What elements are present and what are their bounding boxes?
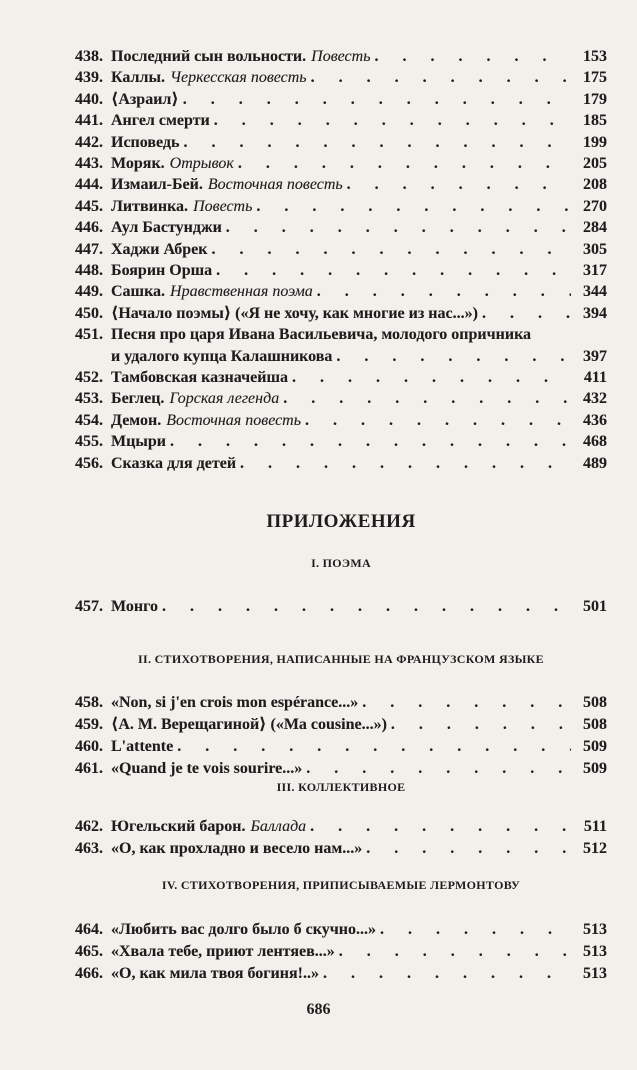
toc-entry [75,239,607,261]
entry-page: 512 [583,840,607,857]
toc-entry [75,303,607,325]
entry-title: Моряк. [111,155,165,172]
entry-title: Тамбовская казначейша [111,369,288,386]
entry-subtitle: Восточная повесть [166,411,302,429]
entry-title: «Любить вас долго было б скучно...» [111,921,376,938]
entry-page: 468 [583,433,607,451]
dot-leader [256,196,571,218]
entry-subtitle: Горская легенда [169,390,280,408]
entry-title: ⟨А. М. Верещагиной⟩ («Ma cousine...») [111,716,387,733]
toc-entry [75,410,607,432]
dot-leader [226,217,571,239]
page-number: 686 [306,1001,331,1018]
entry-page: 432 [583,390,607,408]
toc-entry-continuation [111,346,607,368]
dot-leader [310,816,571,838]
entry-number: 449. [75,283,103,301]
toc-entry [75,46,607,68]
entry-title-line2: и удалого купца Калашникова [111,347,333,365]
entry-title-line1: Песня про царя Ивана Васильевича, молодого опричника [111,326,532,344]
entry-page: 513 [583,965,607,982]
entry-page: 305 [583,240,607,258]
entry-page: 208 [583,176,607,194]
dot-leader [240,453,571,475]
entry-title: «Quand je te vois sourire...» [111,760,303,777]
entry-title: Аул Бастунджи [111,219,222,237]
entry-page: 411 [583,369,607,386]
entry-page: 179 [583,90,607,108]
entry-title: Сказка для детей [111,454,237,472]
entry-page: 509 [583,738,607,755]
entry-page: 199 [583,133,607,151]
toc-entry [75,816,607,838]
dot-leader [306,758,571,780]
entry-title: Демон. [111,411,162,429]
toc-entry [75,217,607,239]
entry-title: Монго [111,598,158,615]
entry-page: 394 [583,304,607,322]
entry-number: 460. [75,738,103,755]
dot-leader [183,89,571,111]
entry-number: 455. [75,433,103,451]
toc-entry [75,67,607,89]
toc-entry [75,596,607,618]
entry-number: 443. [75,155,103,172]
toc-entry [75,367,607,389]
entry-number: 456. [75,454,103,472]
entry-title: «Non, si j'en crois mon espérance...» [111,694,359,711]
appendix-heading: ПРИЛОЖЕНИЯ [266,511,416,532]
entry-number: 457. [75,598,103,615]
entry-number: 447. [75,240,103,258]
entry-title: Сашка. [111,283,166,301]
entry-title: ⟨Начало поэмы⟩ («Я не хочу, как многие из нас...») [111,304,478,322]
entry-number: 450. [75,304,103,322]
toc-entry [75,838,607,860]
dot-leader [317,281,571,303]
toc-entry [75,692,607,714]
toc-entry [75,260,607,282]
entry-title: Последний сын вольности. [111,48,307,65]
entry-subtitle: Повесть [193,197,253,215]
dot-leader [362,692,571,714]
entry-number: 459. [75,716,103,733]
entry-number: 453. [75,390,103,408]
entry-page: 185 [583,112,607,130]
entry-page: 270 [583,197,607,215]
dot-leader [162,596,571,618]
entry-page: 317 [583,262,607,279]
dot-leader [347,174,571,196]
dot-leader [482,303,571,325]
entry-page: 175 [583,69,607,87]
toc-entry [75,196,607,218]
entry-number: 445. [75,197,103,215]
toc-entry [75,431,607,453]
entry-page: 397 [583,347,607,365]
dot-leader [305,410,571,432]
dot-leader [238,153,571,175]
entry-page: 501 [583,598,607,615]
entry-title: Боярин Орша [111,262,213,279]
dot-leader [391,714,571,736]
dot-leader [170,431,571,453]
dot-leader [323,963,571,985]
entry-page: 436 [583,411,607,429]
toc-entry [75,714,607,736]
toc-entry [75,132,607,154]
entry-page: 284 [583,219,607,237]
entry-number: 466. [75,965,103,982]
section-heading: I. ПОЭМА [311,556,371,570]
entry-page: 513 [583,943,607,960]
dot-leader [380,919,571,941]
entry-page: 489 [583,454,607,472]
entry-subtitle: Отрывок [169,155,234,172]
entry-title: «О, как прохладно и весело нам...» [111,840,363,857]
entry-number: 438. [75,48,103,65]
entry-page: 344 [583,283,607,301]
entry-title: Югельский барон. [111,818,246,835]
entry-subtitle: Повесть [311,48,371,65]
entry-subtitle: Нравственная поэма [170,283,313,301]
entry-title: Хаджи Абрек [111,240,208,258]
toc-entry [75,758,607,780]
entry-title: Мцыри [111,433,166,451]
entry-title: Исповедь [111,133,180,151]
entry-title: Ангел смерти [111,112,210,130]
entry-page: 508 [583,716,607,733]
dot-leader [311,67,571,89]
toc-entry [75,388,607,410]
dot-leader [216,260,571,282]
entry-page: 511 [583,818,607,835]
entry-number: 464. [75,921,103,938]
dot-leader [283,388,571,410]
entry-title: Каллы. [111,69,165,87]
dot-leader [214,110,571,132]
entry-number: 463. [75,840,103,857]
section-heading: IV. СТИХОТВОРЕНИЯ, ПРИПИСЫВАЕМЫЕ ЛЕРМОНТОВУ [161,878,521,892]
entry-title: Литвинка. [111,197,189,215]
dot-leader [292,367,571,389]
dot-leader [374,46,571,68]
toc-entry [75,153,607,175]
entry-number: 441. [75,112,103,130]
entry-subtitle: Баллада [250,818,307,835]
entry-number: 465. [75,943,103,960]
entry-number: 446. [75,219,103,237]
entry-subtitle: Черкесская повесть [169,69,307,87]
dot-leader [339,941,571,963]
section-heading: II. СТИХОТВОРЕНИЯ, НАПИСАННЫЕ НА ФРАНЦУЗСКОМ ЯЗЫКЕ [138,652,544,666]
entry-title: «Хвала тебе, приют лентяев...» [111,943,335,960]
toc-entry [75,963,607,985]
entry-page: 153 [583,48,607,65]
toc-entry [75,941,607,963]
dot-leader [366,838,571,860]
toc-entry [75,324,607,346]
entry-number: 451. [75,326,103,344]
toc-entry [75,281,607,303]
entry-title: L'attente [111,738,174,755]
entry-number: 454. [75,411,103,429]
dot-leader [336,346,571,368]
entry-number: 448. [75,262,103,279]
entry-number: 444. [75,176,103,194]
entry-title: Измаил-Бей. [111,176,203,194]
section-heading: III. КОЛЛЕКТИВНОЕ [276,780,406,794]
entry-page: 508 [583,694,607,711]
toc-entry [75,919,607,941]
toc-entry [75,736,607,758]
entry-number: 442. [75,133,103,151]
entry-number: 440. [75,90,103,108]
entry-page: 513 [583,921,607,938]
dot-leader [177,736,571,758]
dot-leader [211,239,571,261]
entry-title: ⟨Азраил⟩ [111,90,179,108]
entry-number: 452. [75,369,103,386]
toc-entry [75,89,607,111]
entry-subtitle: Восточная повесть [207,176,343,194]
toc-entry [75,453,607,475]
dot-leader [183,132,571,154]
entry-title: «О, как мила твоя богиня!..» [111,965,319,982]
entry-page: 205 [583,155,607,172]
entry-title: Беглец. [111,390,165,408]
toc-entry [75,174,607,196]
toc-entry [75,110,607,132]
entry-number: 439. [75,69,103,87]
entry-page: 509 [583,760,607,777]
entry-number: 458. [75,694,103,711]
entry-number: 461. [75,760,103,777]
entry-number: 462. [75,818,103,835]
